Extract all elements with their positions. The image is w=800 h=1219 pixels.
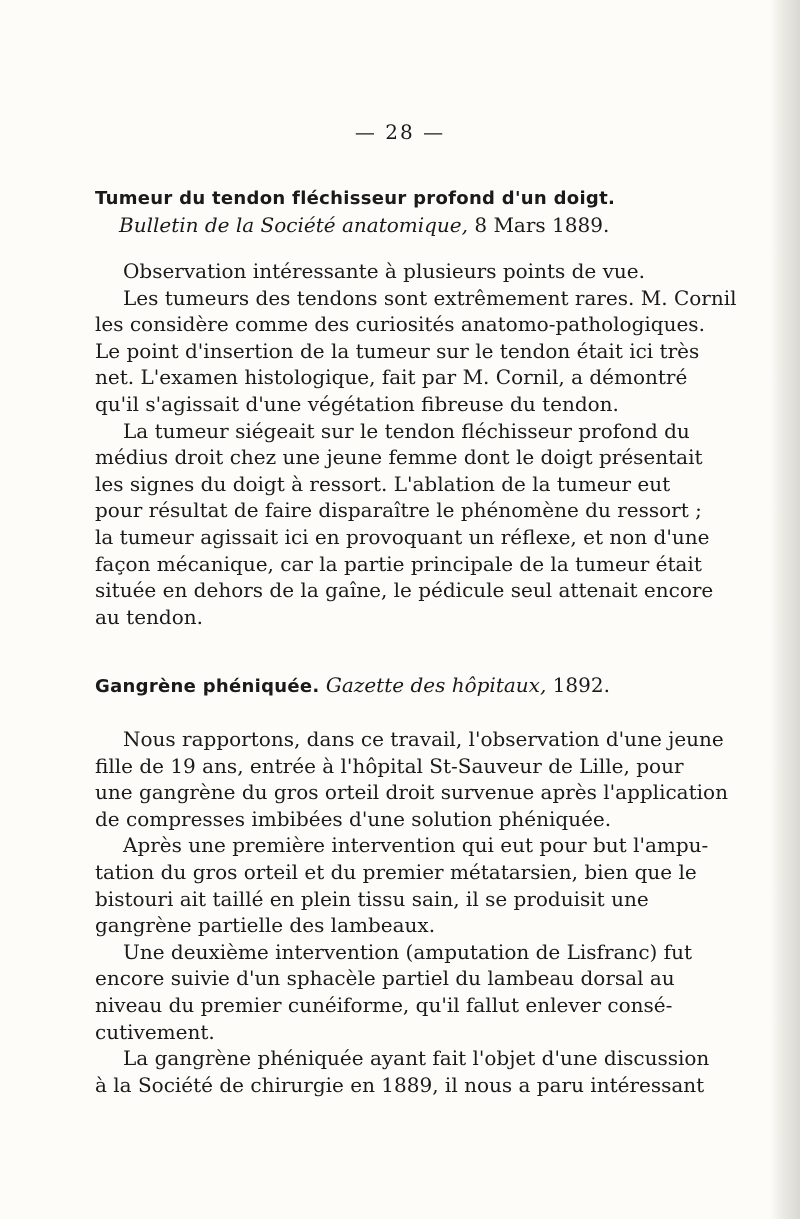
text-line: cutivement. [95, 1019, 215, 1044]
journal-name: Bulletin de la Société anatomique, [119, 213, 469, 237]
text-line: au tendon. [95, 604, 203, 629]
text-line: encore suivie d'un sphacèle partiel du lambeau dorsal au [95, 966, 675, 991]
text-line: située en dehors de la gaîne, le pédicule seul attenait encore [95, 578, 714, 603]
text-line: La gangrène phéniquée ayant fait l'objet d'une discussion [123, 1046, 710, 1071]
text-line: tation du gros orteil et du premier métatarsien, bien que le [95, 859, 697, 884]
text-line: net. L'examen histologique, fait par M. Cornil, a démontré [95, 365, 688, 390]
journal-name: Gazette des hôpitaux, [325, 673, 547, 697]
text-line: médius droit chez une jeune femme dont le doigt présentait [95, 445, 703, 470]
text-line: Les tumeurs des tendons sont extrêmement rares. M. Cornil [123, 285, 737, 310]
section-gangrene-heading [95, 672, 640, 700]
text-line: qu'il s'agissait d'une végétation fibreuse du tendon. [95, 391, 619, 416]
text-line: pour résultat de faire disparaître le phénomène du ressort ; [95, 498, 702, 523]
text-line: Observation intéressante à plusieurs points de vue. [123, 259, 645, 283]
text-line: Le point d'insertion de la tumeur sur le tendon était ici très [95, 338, 700, 363]
text-line: Une deuxième intervention (amputation de Lisfranc) fut [123, 939, 692, 964]
text-line: bistouri ait taillé en plein tissu sain, il se produisit une [95, 886, 649, 911]
page-number: — 28 — [354, 120, 446, 144]
publication-date: 8 Mars 1889. [468, 213, 610, 237]
text-line: Nous rapportons, dans ce travail, l'observation d'une jeune [123, 727, 724, 751]
text-line: Après une première intervention qui eut pour but l'ampu- [123, 833, 709, 858]
section-tumeur-body [95, 258, 737, 630]
text-line: la tumeur agissait ici en provoquant un réflexe, et non d'une [95, 524, 710, 549]
text-line: à la Société de chirurgie en 1889, il nous a paru intéressant [95, 1072, 705, 1097]
section-tumeur-heading [95, 186, 640, 238]
text-line: de compresses imbibées d'une solution phéniquée. [95, 806, 612, 831]
text-line: les considère comme des curiosités anatomo-pathologiques. [95, 312, 705, 337]
text-line: fille de 19 ans, entrée à l'hôpital St-Sauveur de Lille, pour [95, 753, 684, 778]
text-line: niveau du premier cunéiforme, qu'il fallut enlever consé- [95, 992, 673, 1017]
text-line: La tumeur siégeait sur le tendon fléchisseur profond du [123, 418, 690, 443]
text-line: façon mécanique, car la partie principale de la tumeur était [95, 551, 702, 576]
section-gangrene-body [95, 726, 728, 1098]
section-title-line [95, 672, 640, 700]
section-title: Gangrène phéniquée. [95, 676, 320, 697]
text-line: les signes du doigt à ressort. L'ablation de la tumeur eut [95, 471, 671, 496]
page-edge-shadow [770, 0, 800, 1219]
text-line: gangrène partielle des lambeaux. [95, 913, 436, 938]
publication-date: 1892. [546, 673, 610, 697]
section-citation [95, 212, 640, 238]
section-title: Tumeur du tendon fléchisseur profond d'un doigt. [95, 188, 616, 209]
text-line: une gangrène du gros orteil droit survenue après l'application [95, 780, 728, 805]
